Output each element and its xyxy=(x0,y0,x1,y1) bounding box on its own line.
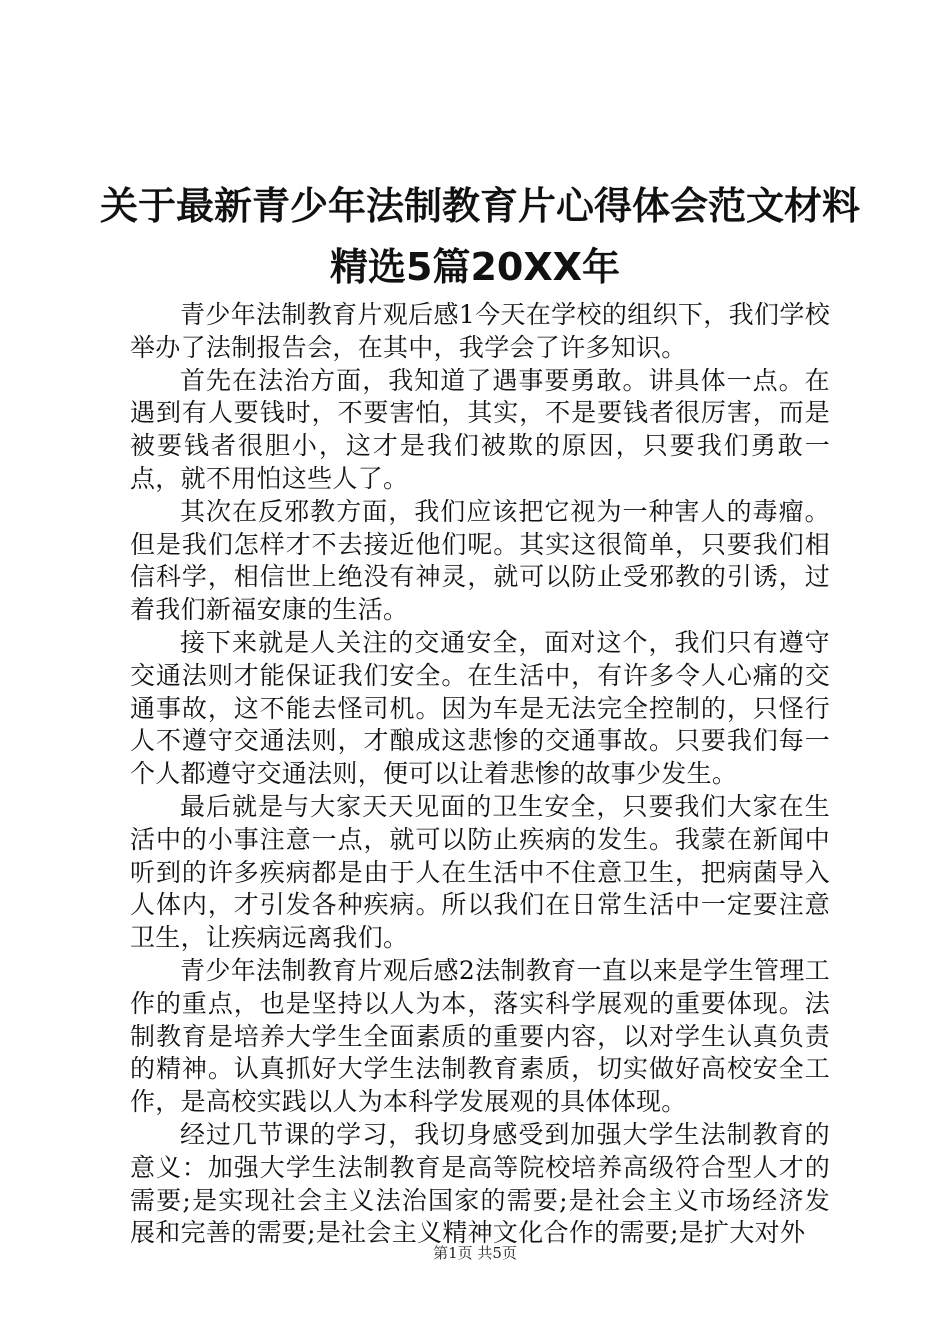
document-body xyxy=(130,299,830,1250)
page-number-footer: 第1页 共5页 xyxy=(433,1244,517,1262)
paragraph: 接下来就是人关注的交通安全，面对这个，我们只有遵守交通法则才能保证我们安全。在生活中，有许多令人心痛的交通事故，这不能去怪司机。因为车是无法完全控制的，只怪行人不遵守交通法则，才酿成这悲惨的交通事故。只要我们每一个人都遵守交通法则，便可以让着悲惨的故事少发生。 xyxy=(130,627,830,789)
document-title-line-1: 关于最新青少年法制教育片心得体会范文材料 xyxy=(100,184,861,228)
paragraph: 经过几节课的学习，我切身感受到加强大学生法制教育的意义：加强大学生法制教育是高等院校培养高级符合型人才的需要;是实现社会主义法治国家的需要;是社会主义市场经济发展和完善的需要;是社会主义精神文化合作的需要;是扩大对外 xyxy=(130,1119,830,1248)
paragraph: 最后就是与大家天天见面的卫生安全，只要我们大家在生活中的小事注意一点，就可以防止疾病的发生。我蒙在新闻中听到的许多疾病都是由于人在生活中不住意卫生，把病菌导入人体内，才引发各种疾病。所以我们在日常生活中一定要注意卫生，让疾病远离我们。 xyxy=(130,791,830,953)
paragraph: 其次在反邪教方面，我们应该把它视为一种害人的毒瘤。但是我们怎样才不去接近他们呢。其实这很简单，只要我们相信科学，相信世上绝没有神灵，就可以防止受邪教的引诱，过着我们新福安康的生活。 xyxy=(130,496,830,625)
paragraph: 青少年法制教育片观后感1今天在学校的组织下，我们学校举办了法制报告会，在其中，我学会了许多知识。 xyxy=(130,300,830,362)
paragraph: 首先在法治方面，我知道了遇事要勇敢。讲具体一点。在遇到有人要钱时，不要害怕，其实，不是要钱者很厉害，而是被要钱者很胆小，这才是我们被欺的原因，只要我们勇敢一点，就不用怕这些人了。 xyxy=(130,365,830,493)
document-title-line-2: 精选5篇20XX年 xyxy=(330,245,620,289)
paragraph: 青少年法制教育片观后感2法制教育一直以来是学生管理工作的重点，也是坚持以人为本，落实科学展观的重要体现。法制教育是培养大学生全面素质的重要内容，以对学生认真负责的精神。认真抓好大学生法制教育素质，切实做好高校安全工作，是高校实践以人为本科学发展观的具体体现。 xyxy=(130,955,830,1117)
